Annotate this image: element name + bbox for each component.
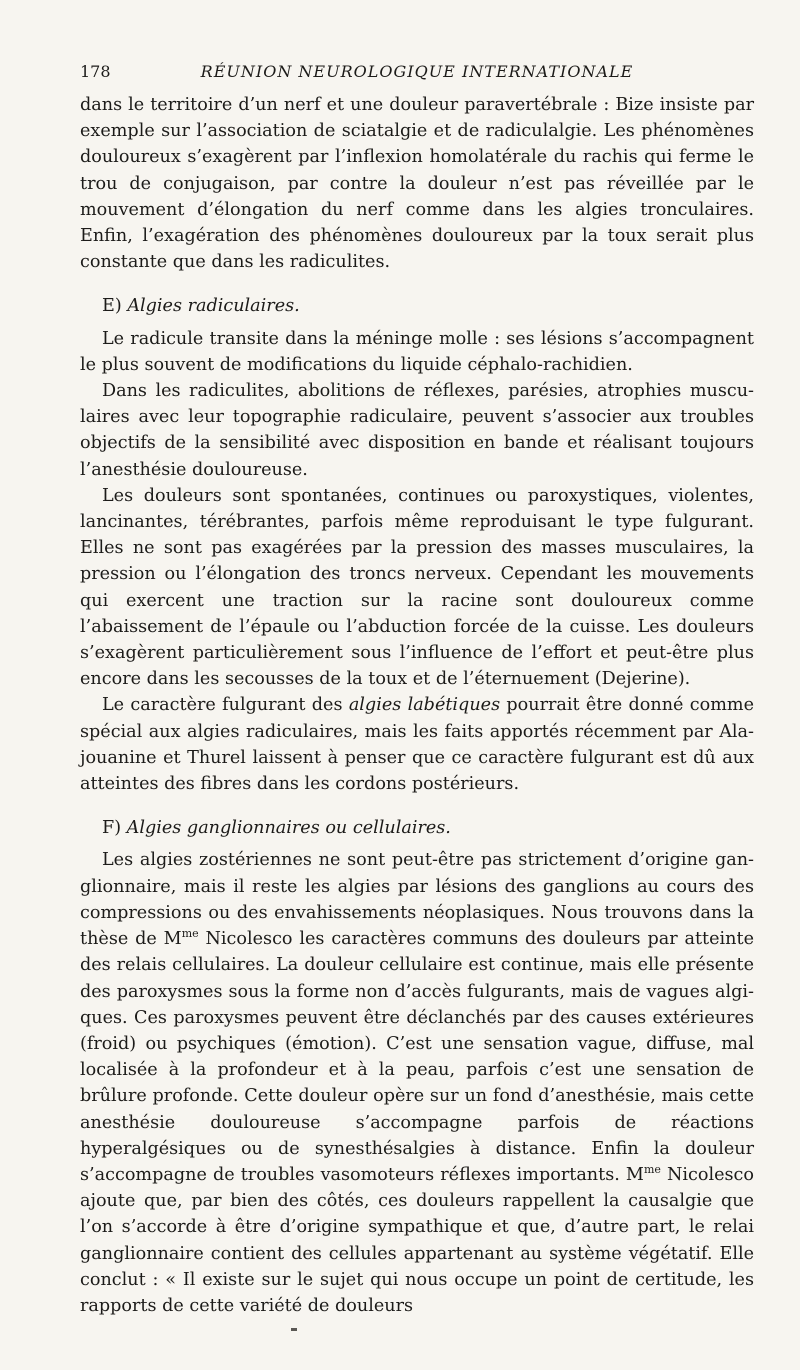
section-heading-e [102,293,754,319]
text-run: Nicolesco les caractères communs des douleurs par atteinte des relais cellulaires. La douleur cellulaire est continue, mais elle présente des paroxysmes sous la forme non d’accès fulgurants, mais de vagues algiques. Ces paroxysmes peuvent être déclanchés par des causes extérieures (froid) ou psychiques (émotion). C’est une sensation vague, diffuse, mal localisée à la profondeur et à la peau, parfois c’est une sensation de brûlure profonde. Cette douleur opère sur un fond d’anesthésie, mais cette anesthésie douloureuse s’accompagne parfois de réactions hyperalgésiques ou de synesthésalgies à distance. Enfin la douleur s’accompagne de troubles vasomoteurs réflexes importants. M [80,929,754,1185]
section-letter-e: E) [102,296,122,317]
superscript: me [181,927,199,941]
text-run: Le caractère fulgurant des [102,695,349,716]
paragraph-zosteriennes [80,847,754,1319]
page-body [80,92,754,1319]
print-mark [291,1328,297,1331]
section-letter-f: F) [102,818,122,839]
paragraph-douleurs: Les douleurs sont spontanées, continues ou paroxystiques, violentes, lancinantes, térébrantes, parfois même reproduisant le type fulgurant. Elles ne sont pas exagérées par la pression des masses musculaires, la pression ou l’élongation des troncs nerveux. Cependant les mouvements qui exercent une traction sur la racine sont douloureux comme l’abaissement de l’épaule ou l’abduction forcée de la cuisse. Les douleurs s’exagèrent particulièrement sous l’influence de l’effort et peut-être plus encore dans les secousses de la toux et de l’éternuement (Dejerine). [80,485,754,690]
book-page [80,58,754,1319]
section-heading-f [102,815,754,841]
section-title-f: Algies ganglionnaires ou cellulaires. [126,818,451,839]
italic-term: algies labétiques [348,695,501,716]
paragraph-fulgurant [80,692,754,797]
running-title: RÉUNION NEUROLOGIQUE INTERNATIONALE [200,62,634,81]
paragraph-radicule: Le radicule transite dans la méninge molle : ses lésions s’accompagnent le plus souvent de modifications du liquide céphalo-rachidien. [80,328,754,375]
section-title-e: Algies radiculaires. [127,296,300,317]
superscript: me [643,1163,661,1177]
paragraph-radiculites: Dans les radiculites, abolitions de réflexes, parésies, atrophies musculaires avec leur topographie radiculaire, peuvent s’associer aux troubles objectifs de la sensibilité avec disposition en bande et réalisant toujours l’anesthésie douloureuse. [80,381,754,480]
page-header [80,58,754,86]
text-run: Nicolesco ajoute que, par bien des côtés, ces douleurs rappellent la causalgie que l’on s’accorde à être d’origine sympathique et que, d’autre part, le relai ganglionnaire contient des cellules appartenant au système végétatif. Elle conclut : « Il existe sur le sujet qui nous occupe un point de certitude, les rapports de cette variété de douleurs [80,1164,754,1316]
page-number: 178 [80,62,111,81]
text-run: Les algies zostériennes ne sont peut-être pas strictement d’origine ganglionnaire, mais il reste les algies par lésions des ganglions au cours des compressions ou des envahissements néoplasiques. Nous trouvons dans la thèse de M [80,850,754,950]
paragraph-continuation: dans le territoire d’un nerf et une douleur paravertébrale : Bize insiste par exemple sur l’association de sciatalgie et de radiculalgie. Les phénomènes douloureux s’exagèrent par l’inflexion homolatérale du rachis qui ferme le trou de conjugaison, par contre la douleur n’est pas réveillée par le mouvement d’élongation du nerf comme dans les algies tronculaires. Enfin, l’exagération des phénomènes douloureux par la toux serait plus constante que dans les radiculites. [80,95,754,273]
text-run: pourrait être donné comme spécial aux algies radiculaires, mais les faits apportés récemment par Alajouanine et Thurel laissent à penser que ce caractère fulgurant est dû aux atteintes des fibres dans les cordons postérieurs. [80,695,754,795]
